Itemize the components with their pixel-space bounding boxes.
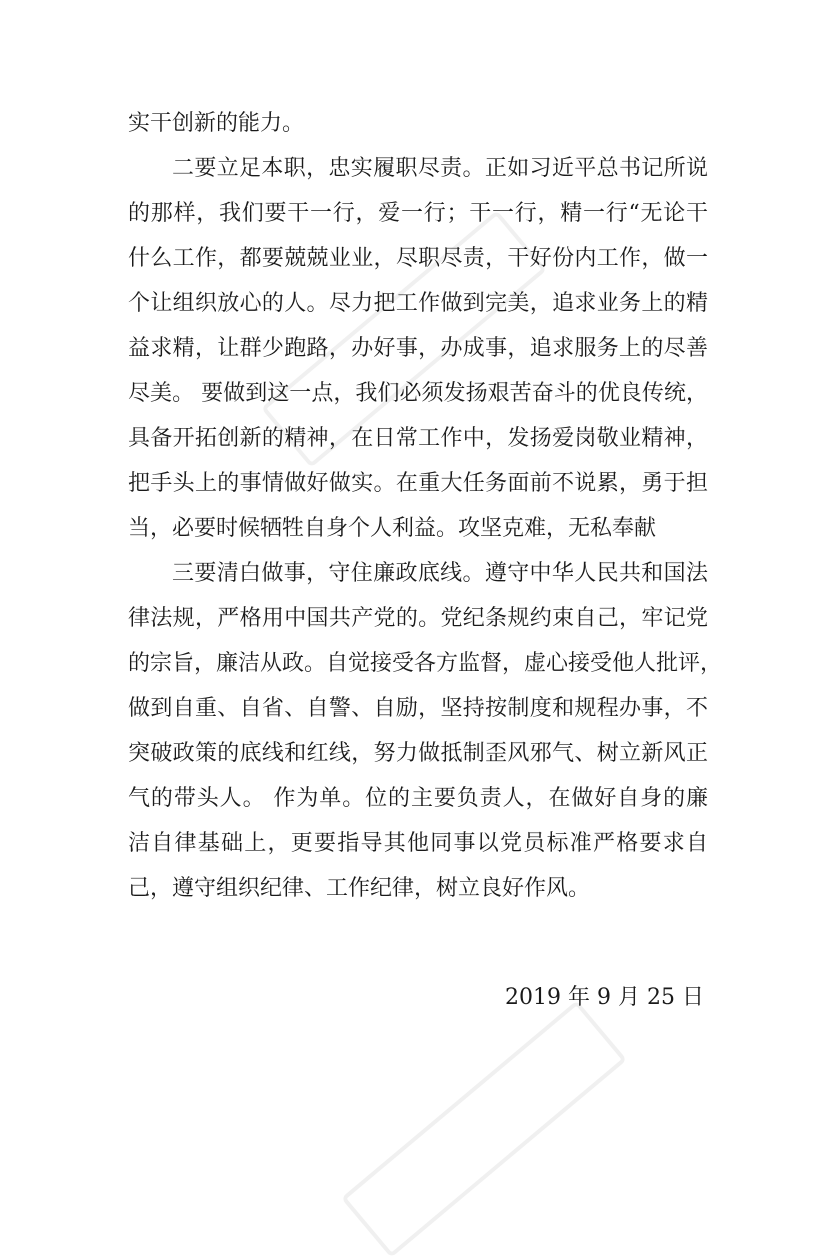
paragraph-line: 气的带头人。 作为单。位的主要负责人，在做好自身的廉 (128, 786, 708, 811)
paragraph-line: 二要立足本职，忠实履职尽责。正如习近平总书记所说 (172, 156, 708, 181)
paragraph-line: 当，必要时候牺牲自身个人利益。攻坚克难，无私奉献 (128, 516, 657, 541)
watermark (341, 1000, 627, 1258)
paragraph-line: 具备开拓创新的精神，在日常工作中，发扬爱岗敬业精神， (128, 426, 708, 451)
paragraph-line: 突破政策的底线和红线，努力做抵制歪风邪气、树立新风正 (128, 741, 708, 766)
paragraph-line: 把手头上的事情做好做实。在重大任务面前不说累，勇于担 (128, 471, 708, 496)
paragraph-line: 实干创新的能力。 (128, 111, 305, 136)
paragraph-line: 律法规，严格用中国共产党的。党纪条规约束自己，牢记党 (128, 606, 708, 631)
paragraph-line: 洁自律基础上，更要指导其他同事以党员标准严格要求自 (128, 831, 708, 856)
paragraph-line: 三要清白做事，守住廉政底线。遵守中华人民共和国法 (172, 561, 708, 586)
paragraph-line: 己，遵守组织纪律、工作纪律，树立良好作风。 (128, 876, 591, 901)
paragraph-line: 益求精，让群少跑路，办好事，办成事，追求服务上的尽善 (128, 336, 708, 361)
document-date: 2019 年 9 月 25 日 (505, 985, 704, 1010)
paragraph-line: 什么工作，都要兢兢业业，尽职尽责，干好份内工作，做一 (128, 246, 708, 271)
paragraph-line: 的那样，我们要干一行，爱一行；干一行，精一行“无论干 (128, 201, 708, 226)
paragraph-line: 做到自重、自省、自警、自励，坚持按制度和规程办事，不 (128, 696, 708, 721)
paragraph-line: 尽美。 要做到这一点，我们必须发扬艰苦奋斗的优良传统， (128, 381, 708, 406)
paragraph-line: 个让组织放心的人。尽力把工作做到完美，追求业务上的精 (128, 291, 708, 316)
paragraph-line: 的宗旨，廉洁从政。自觉接受各方监督，虚心接受他人批评， (128, 651, 723, 676)
